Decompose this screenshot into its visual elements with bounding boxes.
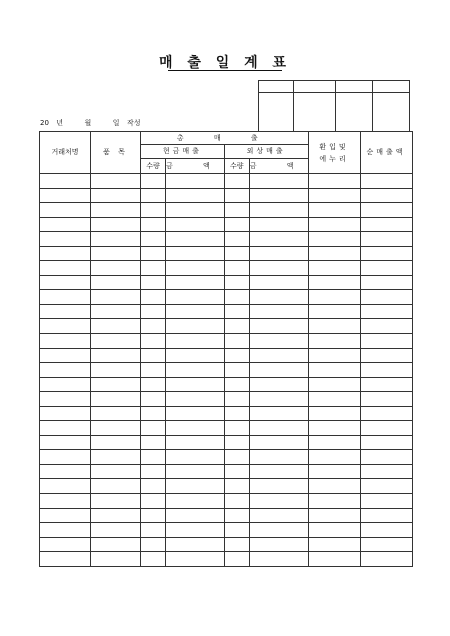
table-cell[interactable]: [40, 203, 91, 218]
table-cell[interactable]: [91, 363, 141, 378]
table-cell[interactable]: [141, 464, 166, 479]
table-cell[interactable]: [308, 275, 360, 290]
table-cell[interactable]: [308, 246, 360, 261]
table-cell[interactable]: [166, 275, 225, 290]
table-cell[interactable]: [40, 275, 91, 290]
table-cell[interactable]: [360, 304, 412, 319]
table-cell[interactable]: [40, 319, 91, 334]
table-cell[interactable]: [360, 363, 412, 378]
table-cell[interactable]: [308, 479, 360, 494]
approval-box: [258, 80, 410, 132]
table-cell[interactable]: [360, 275, 412, 290]
table-cell[interactable]: [224, 246, 249, 261]
table-cell[interactable]: [40, 435, 91, 450]
table-cell[interactable]: [249, 552, 308, 567]
table-cell[interactable]: [141, 232, 166, 247]
table-cell[interactable]: [166, 508, 225, 523]
table-cell[interactable]: [360, 348, 412, 363]
table-cell[interactable]: [224, 552, 249, 567]
table-cell[interactable]: [40, 464, 91, 479]
table-cell[interactable]: [141, 174, 166, 189]
table-cell[interactable]: [166, 174, 225, 189]
table-cell[interactable]: [91, 217, 141, 232]
table-cell[interactable]: [224, 348, 249, 363]
table-cell[interactable]: [308, 377, 360, 392]
table-cell[interactable]: [91, 537, 141, 552]
table-cell[interactable]: [224, 392, 249, 407]
table-row: [40, 537, 413, 552]
table-cell[interactable]: [91, 319, 141, 334]
header-returns: [308, 132, 360, 174]
day-label: 일: [112, 119, 120, 127]
table-cell[interactable]: [308, 334, 360, 349]
table-cell[interactable]: [308, 304, 360, 319]
table-cell[interactable]: [91, 377, 141, 392]
table-cell[interactable]: [360, 421, 412, 436]
table-row: [40, 392, 413, 407]
header-qty: 수량: [224, 159, 249, 174]
table-cell[interactable]: [166, 261, 225, 276]
table-cell[interactable]: [360, 261, 412, 276]
table-cell[interactable]: [249, 261, 308, 276]
table-cell[interactable]: [249, 275, 308, 290]
table-row: [40, 363, 413, 378]
table-row: [40, 232, 413, 247]
table-cell[interactable]: [166, 406, 225, 421]
table-cell[interactable]: [360, 203, 412, 218]
table-cell[interactable]: [141, 537, 166, 552]
table-cell[interactable]: [141, 435, 166, 450]
table-cell[interactable]: [249, 348, 308, 363]
header-qty: 수량: [141, 159, 166, 174]
table-row: [40, 275, 413, 290]
table-cell[interactable]: [249, 377, 308, 392]
table-cell[interactable]: [249, 304, 308, 319]
written-label: 작성: [126, 119, 141, 127]
table-row: [40, 334, 413, 349]
table-row: [40, 174, 413, 189]
approval-cell[interactable]: [294, 93, 336, 132]
table-cell[interactable]: [308, 290, 360, 305]
table-row: [40, 304, 413, 319]
header-amount: 금 액: [166, 159, 225, 174]
table-cell[interactable]: [40, 421, 91, 436]
table-row: [40, 377, 413, 392]
table-cell[interactable]: [166, 334, 225, 349]
table-cell[interactable]: [166, 290, 225, 305]
table-cell[interactable]: [360, 508, 412, 523]
table-cell[interactable]: [360, 494, 412, 509]
approval-cell[interactable]: [373, 81, 410, 93]
table-cell[interactable]: [141, 523, 166, 538]
header-item: 품 목: [91, 132, 141, 174]
table-cell[interactable]: [360, 523, 412, 538]
table-cell[interactable]: [224, 494, 249, 509]
table-cell[interactable]: [141, 377, 166, 392]
table-cell[interactable]: [360, 246, 412, 261]
table-cell[interactable]: [40, 304, 91, 319]
table-cell[interactable]: [360, 552, 412, 567]
table-cell[interactable]: [91, 494, 141, 509]
table-cell[interactable]: [40, 174, 91, 189]
table-cell[interactable]: [224, 334, 249, 349]
table-body: [40, 174, 413, 567]
table-cell[interactable]: [166, 363, 225, 378]
table-cell[interactable]: [91, 203, 141, 218]
table-cell[interactable]: [141, 508, 166, 523]
year-prefix: 20: [40, 119, 49, 127]
header-cash-sales: 현금매출: [141, 145, 225, 159]
header-returns-text: 환입및 에누리: [319, 142, 349, 163]
table-cell[interactable]: [249, 232, 308, 247]
table-cell[interactable]: [308, 203, 360, 218]
table-cell[interactable]: [224, 479, 249, 494]
table-cell[interactable]: [308, 464, 360, 479]
approval-cell[interactable]: [336, 93, 373, 132]
table-cell[interactable]: [40, 348, 91, 363]
table-cell[interactable]: [141, 552, 166, 567]
table-cell[interactable]: [249, 421, 308, 436]
table-row: [40, 203, 413, 218]
date-line: [40, 118, 140, 128]
table-cell[interactable]: [91, 246, 141, 261]
table-cell[interactable]: [249, 334, 308, 349]
table-cell[interactable]: [224, 203, 249, 218]
table-cell[interactable]: [224, 188, 249, 203]
table-cell[interactable]: [166, 552, 225, 567]
table-cell[interactable]: [224, 275, 249, 290]
table-cell[interactable]: [224, 363, 249, 378]
table-cell[interactable]: [91, 348, 141, 363]
table-cell[interactable]: [224, 421, 249, 436]
table-cell[interactable]: [249, 406, 308, 421]
table-cell[interactable]: [308, 421, 360, 436]
table-cell[interactable]: [249, 494, 308, 509]
table-cell[interactable]: [166, 246, 225, 261]
table-cell[interactable]: [308, 494, 360, 509]
table-cell[interactable]: [166, 319, 225, 334]
table-row: [40, 552, 413, 567]
table-cell[interactable]: [224, 508, 249, 523]
table-cell[interactable]: [308, 523, 360, 538]
table-cell[interactable]: [40, 363, 91, 378]
table-cell[interactable]: [166, 464, 225, 479]
table-cell[interactable]: [360, 392, 412, 407]
table-cell[interactable]: [224, 174, 249, 189]
table-cell[interactable]: [91, 275, 141, 290]
table-cell[interactable]: [166, 188, 225, 203]
table-cell[interactable]: [224, 523, 249, 538]
table-cell[interactable]: [249, 450, 308, 465]
table-cell[interactable]: [166, 232, 225, 247]
table-cell[interactable]: [360, 406, 412, 421]
table-cell[interactable]: [166, 479, 225, 494]
table-row: [40, 290, 413, 305]
table-cell[interactable]: [40, 246, 91, 261]
table-cell[interactable]: [91, 479, 141, 494]
table-cell[interactable]: [360, 174, 412, 189]
table-cell[interactable]: [360, 537, 412, 552]
table-cell[interactable]: [91, 334, 141, 349]
table-cell[interactable]: [308, 174, 360, 189]
table-cell[interactable]: [141, 334, 166, 349]
table-cell[interactable]: [40, 508, 91, 523]
table-cell[interactable]: [141, 479, 166, 494]
table-row: [40, 494, 413, 509]
table-cell[interactable]: [91, 290, 141, 305]
table-cell[interactable]: [308, 392, 360, 407]
table-cell[interactable]: [308, 232, 360, 247]
table-cell[interactable]: [166, 348, 225, 363]
table-cell[interactable]: [91, 406, 141, 421]
table-cell[interactable]: [166, 494, 225, 509]
table-cell[interactable]: [40, 494, 91, 509]
table-cell[interactable]: [360, 319, 412, 334]
month-label: 월: [84, 119, 92, 127]
header-credit-sales: 외상매출: [224, 145, 308, 159]
table-cell[interactable]: [141, 261, 166, 276]
table-cell[interactable]: [249, 508, 308, 523]
table-cell[interactable]: [308, 435, 360, 450]
table-cell[interactable]: [91, 261, 141, 276]
table-cell[interactable]: [166, 435, 225, 450]
table-cell[interactable]: [166, 450, 225, 465]
table-cell[interactable]: [360, 217, 412, 232]
table-cell[interactable]: [249, 203, 308, 218]
sales-table: [39, 131, 413, 567]
table-cell[interactable]: [166, 421, 225, 436]
table-row: [40, 508, 413, 523]
table-cell[interactable]: [249, 246, 308, 261]
table-cell[interactable]: [249, 188, 308, 203]
table-cell[interactable]: [224, 377, 249, 392]
table-cell[interactable]: [40, 406, 91, 421]
table-cell[interactable]: [249, 217, 308, 232]
table-cell[interactable]: [141, 392, 166, 407]
table-cell[interactable]: [141, 406, 166, 421]
header-amount: 금 액: [249, 159, 308, 174]
table-cell[interactable]: [91, 232, 141, 247]
title-underline: [168, 70, 282, 71]
table-row: [40, 435, 413, 450]
table-cell[interactable]: [141, 217, 166, 232]
table-cell[interactable]: [40, 450, 91, 465]
table-cell[interactable]: [249, 464, 308, 479]
table-cell[interactable]: [360, 232, 412, 247]
table-row: [40, 348, 413, 363]
table-cell[interactable]: [40, 334, 91, 349]
table-cell[interactable]: [40, 537, 91, 552]
approval-cell[interactable]: [373, 93, 410, 132]
table-cell[interactable]: [141, 304, 166, 319]
table-cell[interactable]: [141, 275, 166, 290]
table-cell[interactable]: [141, 450, 166, 465]
table-cell[interactable]: [360, 334, 412, 349]
table-cell[interactable]: [360, 464, 412, 479]
table-cell[interactable]: [308, 217, 360, 232]
table-cell[interactable]: [91, 464, 141, 479]
table-cell[interactable]: [91, 188, 141, 203]
table-cell[interactable]: [91, 421, 141, 436]
table-cell[interactable]: [40, 217, 91, 232]
table-cell[interactable]: [360, 435, 412, 450]
table-cell[interactable]: [166, 203, 225, 218]
table-cell[interactable]: [249, 392, 308, 407]
table-cell[interactable]: [91, 304, 141, 319]
table-cell[interactable]: [91, 508, 141, 523]
header-net-sales: 순매출액: [360, 132, 412, 174]
table-cell[interactable]: [249, 435, 308, 450]
table-cell[interactable]: [308, 261, 360, 276]
table-cell[interactable]: [360, 450, 412, 465]
table-cell[interactable]: [224, 232, 249, 247]
table-cell[interactable]: [249, 523, 308, 538]
table-cell[interactable]: [40, 290, 91, 305]
table-cell[interactable]: [308, 406, 360, 421]
table-cell[interactable]: [141, 494, 166, 509]
approval-cell[interactable]: [259, 93, 294, 132]
year-label: 년: [56, 119, 63, 127]
table-cell[interactable]: [40, 377, 91, 392]
table-cell[interactable]: [308, 537, 360, 552]
table-row: [40, 188, 413, 203]
table-cell[interactable]: [166, 217, 225, 232]
table-cell[interactable]: [249, 319, 308, 334]
table-cell[interactable]: [224, 435, 249, 450]
approval-cell[interactable]: [259, 81, 294, 93]
table-cell[interactable]: [141, 319, 166, 334]
table-cell[interactable]: [249, 363, 308, 378]
approval-cell[interactable]: [294, 81, 336, 93]
table-cell[interactable]: [224, 319, 249, 334]
table-cell[interactable]: [141, 203, 166, 218]
table-cell[interactable]: [308, 552, 360, 567]
table-cell[interactable]: [249, 290, 308, 305]
table-cell[interactable]: [308, 348, 360, 363]
table-cell[interactable]: [91, 392, 141, 407]
table-cell[interactable]: [141, 363, 166, 378]
table-cell[interactable]: [166, 523, 225, 538]
table-cell[interactable]: [141, 348, 166, 363]
table-row: [40, 406, 413, 421]
document-title: 매 출 일 계 표: [158, 55, 292, 71]
table-cell[interactable]: [308, 450, 360, 465]
table-cell[interactable]: [40, 261, 91, 276]
table-cell[interactable]: [141, 246, 166, 261]
table-cell[interactable]: [224, 217, 249, 232]
table-cell[interactable]: [166, 537, 225, 552]
table-cell[interactable]: [308, 319, 360, 334]
table-cell[interactable]: [40, 479, 91, 494]
header-total-sales: 총 매 출: [141, 132, 309, 145]
table-row: [40, 217, 413, 232]
table-cell[interactable]: [166, 304, 225, 319]
table-cell[interactable]: [224, 261, 249, 276]
table-cell[interactable]: [360, 479, 412, 494]
header-customer: 거래처명: [40, 132, 91, 174]
table-cell[interactable]: [91, 523, 141, 538]
table-cell[interactable]: [360, 377, 412, 392]
table-cell[interactable]: [308, 508, 360, 523]
table-cell[interactable]: [91, 552, 141, 567]
table-row: [40, 523, 413, 538]
table-cell[interactable]: [224, 537, 249, 552]
table-cell[interactable]: [224, 464, 249, 479]
table-row: [40, 479, 413, 494]
table-cell[interactable]: [249, 174, 308, 189]
table-cell[interactable]: [360, 188, 412, 203]
table-cell[interactable]: [91, 450, 141, 465]
table-row: [40, 261, 413, 276]
table-cell[interactable]: [91, 435, 141, 450]
table-cell[interactable]: [40, 232, 91, 247]
table-cell[interactable]: [141, 188, 166, 203]
table-cell[interactable]: [224, 290, 249, 305]
table-row: [40, 246, 413, 261]
table-cell[interactable]: [166, 392, 225, 407]
table-cell[interactable]: [91, 174, 141, 189]
table-cell[interactable]: [40, 188, 91, 203]
table-cell[interactable]: [249, 479, 308, 494]
table-cell[interactable]: [40, 552, 91, 567]
table-cell[interactable]: [40, 523, 91, 538]
table-cell[interactable]: [224, 450, 249, 465]
table-cell[interactable]: [141, 290, 166, 305]
table-cell[interactable]: [224, 304, 249, 319]
table-cell[interactable]: [249, 537, 308, 552]
table-cell[interactable]: [40, 392, 91, 407]
table-cell[interactable]: [141, 421, 166, 436]
approval-cell[interactable]: [336, 81, 373, 93]
table-cell[interactable]: [166, 377, 225, 392]
table-row: [40, 450, 413, 465]
table-row: [40, 421, 413, 436]
table-row: [40, 464, 413, 479]
table-row: [40, 319, 413, 334]
table-cell[interactable]: [308, 188, 360, 203]
table-cell[interactable]: [224, 406, 249, 421]
table-cell[interactable]: [308, 363, 360, 378]
table-cell[interactable]: [360, 290, 412, 305]
